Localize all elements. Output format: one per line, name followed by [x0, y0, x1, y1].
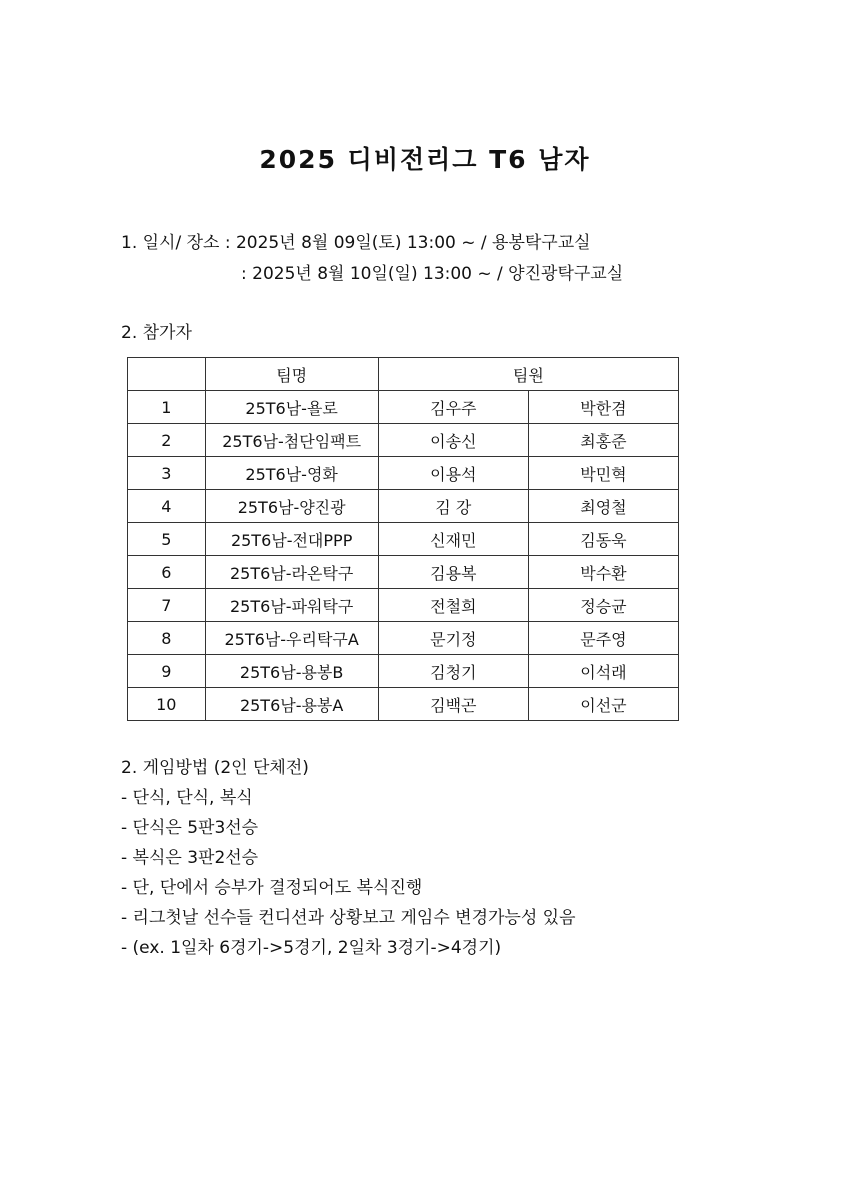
- table-row: [128, 424, 679, 457]
- member-2: 최영철: [528, 490, 678, 523]
- game-method-item: - 단식은 5판3선승: [121, 818, 259, 838]
- participants-table: [127, 357, 679, 721]
- member-2: 김동욱: [528, 523, 678, 556]
- schedule-line-2: : 2025년 8월 10일(일) 13:00 ~ / 양진광탁구교실: [241, 264, 624, 284]
- row-number: 4: [128, 490, 206, 523]
- header-team-name: 팀명: [205, 358, 378, 391]
- team-name: 25T6남-우리탁구A: [205, 622, 378, 655]
- row-number: 5: [128, 523, 206, 556]
- game-method-heading: 2. 게임방법 (2인 단체전): [121, 758, 309, 778]
- game-method-item: - 단, 단에서 승부가 결정되어도 복식진행: [121, 878, 423, 898]
- participants-heading: 2. 참가자: [121, 323, 192, 343]
- row-number: 3: [128, 457, 206, 490]
- table-row: [128, 655, 679, 688]
- team-name: 25T6남-라온탁구: [205, 556, 378, 589]
- row-number: 7: [128, 589, 206, 622]
- member-2: 이석래: [528, 655, 678, 688]
- table-row: [128, 490, 679, 523]
- row-number: 2: [128, 424, 206, 457]
- game-method-item: - 복식은 3판2선승: [121, 848, 259, 868]
- row-number: 6: [128, 556, 206, 589]
- member-2: 박민혁: [528, 457, 678, 490]
- row-number: 10: [128, 688, 206, 721]
- member-2: 박수환: [528, 556, 678, 589]
- member-1: 김우주: [378, 391, 528, 424]
- member-1: 김용복: [378, 556, 528, 589]
- table-row: [128, 523, 679, 556]
- team-name: 25T6남-영화: [205, 457, 378, 490]
- table-row: [128, 556, 679, 589]
- member-1: 신재민: [378, 523, 528, 556]
- row-number: 9: [128, 655, 206, 688]
- game-method-item: - 단식, 단식, 복식: [121, 788, 253, 808]
- member-1: 이송신: [378, 424, 528, 457]
- team-name: 25T6남-양진광: [205, 490, 378, 523]
- document-title: 2025 디비전리그 T6 남자: [259, 145, 591, 174]
- member-2: 박한겸: [528, 391, 678, 424]
- team-name: 25T6남-용봉B: [205, 655, 378, 688]
- table-row: [128, 589, 679, 622]
- table-row: [128, 688, 679, 721]
- member-2: 이선군: [528, 688, 678, 721]
- member-2: 최홍준: [528, 424, 678, 457]
- team-name: 25T6남-욜로: [205, 391, 378, 424]
- row-number: 8: [128, 622, 206, 655]
- team-name: 25T6남-첨단임팩트: [205, 424, 378, 457]
- member-2: 문주영: [528, 622, 678, 655]
- schedule-line-1: 1. 일시/ 장소 : 2025년 8월 09일(토) 13:00 ~ / 용봉탁구교실: [121, 233, 591, 253]
- member-1: 전철희: [378, 589, 528, 622]
- header-number-cell: [128, 358, 206, 391]
- member-1: 김청기: [378, 655, 528, 688]
- table-header-row: [128, 358, 679, 391]
- table-row: [128, 457, 679, 490]
- game-method-item: - (ex. 1일차 6경기->5경기, 2일차 3경기->4경기): [121, 938, 502, 958]
- team-name: 25T6남-전대PPP: [205, 523, 378, 556]
- member-1: 김 강: [378, 490, 528, 523]
- member-1: 이용석: [378, 457, 528, 490]
- table-row: [128, 622, 679, 655]
- member-2: 정승균: [528, 589, 678, 622]
- header-team-members: 팀원: [378, 358, 678, 391]
- game-method-item: - 리그첫날 선수들 컨디션과 상황보고 게임수 변경가능성 있음: [121, 908, 576, 928]
- team-name: 25T6남-용봉A: [205, 688, 378, 721]
- team-name: 25T6남-파워탁구: [205, 589, 378, 622]
- table-row: [128, 391, 679, 424]
- member-1: 김백곤: [378, 688, 528, 721]
- row-number: 1: [128, 391, 206, 424]
- member-1: 문기정: [378, 622, 528, 655]
